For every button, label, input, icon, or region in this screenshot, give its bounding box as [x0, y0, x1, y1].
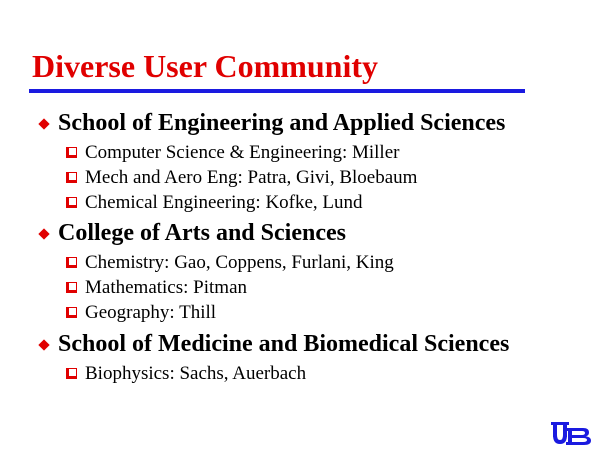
section-heading [36, 219, 394, 247]
section-heading-text: School of Medicine and Biomedical Sciences [58, 331, 510, 357]
sub-item-list [36, 250, 394, 325]
section-engineering [36, 109, 505, 215]
diamond-bullet-icon [38, 339, 49, 350]
diamond-bullet-icon [38, 228, 49, 239]
square-bullet-icon [66, 197, 77, 208]
diamond-bullet-icon [38, 118, 49, 129]
square-bullet-icon [66, 282, 77, 293]
section-medicine [36, 330, 509, 386]
square-bullet-icon [66, 147, 77, 158]
square-bullet-icon [66, 307, 77, 318]
list-item [65, 361, 509, 386]
sub-item-list [36, 140, 505, 215]
section-arts-sciences [36, 219, 394, 325]
sub-item-list [36, 361, 509, 386]
list-item-text: Mathematics: Pitman [85, 277, 248, 298]
list-item [65, 165, 505, 190]
square-bullet-icon [66, 257, 77, 268]
list-item [65, 250, 394, 275]
slide-title: Diverse User Community [32, 48, 379, 84]
list-item-text: Computer Science & Engineering: Miller [85, 142, 400, 163]
ub-logo-icon [551, 420, 593, 446]
section-heading [36, 330, 509, 358]
list-item-text: Mech and Aero Eng: Patra, Givi, Bloebaum [85, 167, 418, 188]
square-bullet-icon [66, 172, 77, 183]
list-item-text: Chemistry: Gao, Coppens, Furlani, King [85, 252, 394, 273]
list-item [65, 275, 394, 300]
list-item-text: Chemical Engineering: Kofke, Lund [85, 192, 363, 213]
list-item-text: Biophysics: Sachs, Auerbach [85, 363, 307, 384]
section-heading-text: School of Engineering and Applied Sciences [58, 110, 506, 136]
section-heading-text: College of Arts and Sciences [58, 220, 346, 246]
square-bullet-icon [66, 368, 77, 379]
title-underline [29, 89, 525, 93]
list-item [65, 300, 394, 325]
section-heading [36, 109, 505, 137]
list-item-text: Geography: Thill [85, 302, 217, 323]
list-item [65, 140, 505, 165]
list-item [65, 190, 505, 215]
